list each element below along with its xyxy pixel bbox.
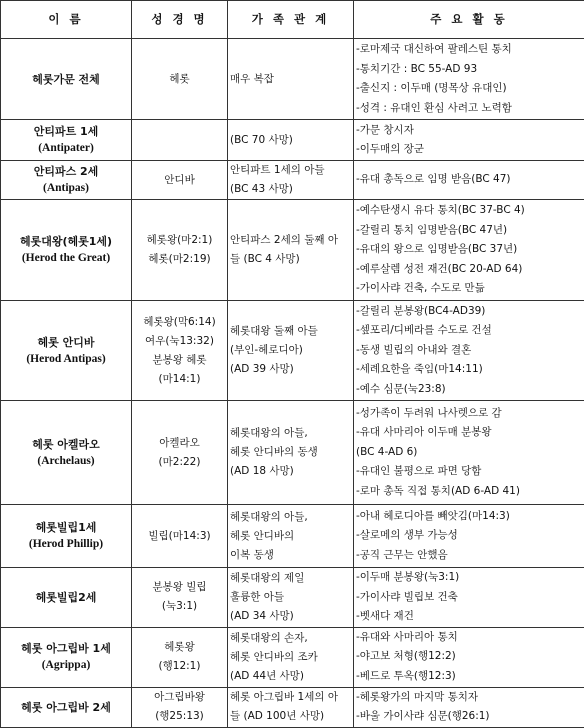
activity-line: -유대와 사마리아 통치 [356, 628, 582, 648]
activity-line: -예루살렘 성전 재건(BC 20-AD 64) [356, 260, 582, 280]
activities-cell [354, 505, 584, 568]
activity-line: -로마 총독 직접 통치(AD 6-AD 41) [356, 482, 582, 502]
family-line: (BC 43 사망) [230, 180, 351, 199]
activity-line: -출신지 : 이두매 (명목상 유대인) [356, 79, 582, 99]
person-name-cell [1, 568, 132, 628]
bible-name-cell [132, 627, 228, 687]
activity-line: -성격 : 유대인 환심 사려고 노력함 [356, 99, 582, 119]
person-name-english: (Agrippa) [3, 657, 129, 674]
bible-name-line: (행25:13) [134, 707, 225, 726]
family-cell [228, 200, 354, 301]
person-name-english: (Antipater) [3, 140, 129, 157]
person-name-cell [1, 120, 132, 161]
person-name-korean: 헤롯빌립2세 [36, 591, 97, 604]
person-name-korean: 헤롯 아켈라오 [32, 438, 100, 451]
bible-name-line: (마14:1) [134, 370, 225, 389]
bible-name-cell [132, 200, 228, 301]
bible-name-cell [132, 401, 228, 505]
activities-cell [354, 200, 584, 301]
activity-line: -로마제국 대신하여 팔레스틴 통치 [356, 40, 582, 60]
table-row [1, 568, 584, 628]
family-line: 헤롯대왕 둘째 아들 [230, 322, 351, 341]
family-line: (AD 44년 사망) [230, 667, 351, 686]
bible-name-line: (눅3:1) [134, 597, 225, 616]
activity-line: (BC 4-AD 6) [356, 443, 582, 463]
activity-line: -예수 심문(눅23:8) [356, 380, 582, 400]
family-cell [228, 627, 354, 687]
bible-name-line: 헤롯(마2:19) [134, 250, 225, 269]
table-row [1, 401, 584, 505]
family-line: (AD 18 사망) [230, 462, 351, 481]
table-header-row [1, 1, 584, 39]
family-line: (AD 34 사망) [230, 607, 351, 626]
family-line: 안티파스 2세의 둘째 아 [230, 231, 351, 250]
table-row [1, 627, 584, 687]
table-body [1, 39, 584, 728]
activity-line: -갈릴리 통치 임명받음(BC 47년) [356, 221, 582, 241]
activity-line: -바울 가이사랴 심문(행26:1) [356, 707, 582, 727]
activity-line: -가문 창시자 [356, 121, 582, 141]
activity-line: -아내 헤로디아를 빼앗김(마14:3) [356, 507, 582, 527]
family-line: 헤롯 안디바의 [230, 527, 351, 546]
person-name-cell [1, 505, 132, 568]
family-line: 이복 동생 [230, 546, 351, 565]
bible-name-line: 헤롯왕 [134, 638, 225, 657]
family-line: 헤롯 안디바의 동생 [230, 443, 351, 462]
person-name-korean: 안티파트 1세 [34, 125, 99, 138]
person-name-english: (Archelaus) [3, 453, 129, 470]
person-name-cell [1, 687, 132, 727]
activities-cell [354, 120, 584, 161]
family-cell [228, 39, 354, 120]
bible-name-cell [132, 568, 228, 628]
family-line: 헤롯 아그립바 1세의 아 [230, 688, 351, 707]
bible-name-line: 분봉왕 헤롯 [134, 351, 225, 370]
bible-name-cell [132, 39, 228, 120]
table-row [1, 505, 584, 568]
activities-cell [354, 161, 584, 200]
bible-name-line: 헤롯왕(막6:14) [134, 313, 225, 332]
activity-line: -공직 근무는 안했음 [356, 546, 582, 566]
family-line: 헤롯대왕의 제일 [230, 569, 351, 588]
person-name-cell [1, 200, 132, 301]
family-line: 헤롯대왕의 아들, [230, 508, 351, 527]
bible-name-cell [132, 120, 228, 161]
table-row [1, 161, 584, 200]
family-cell [228, 505, 354, 568]
family-line: (BC 70 사망) [230, 131, 351, 150]
bible-name-line: (행12:1) [134, 657, 225, 676]
person-name-korean: 헤롯 안디바 [38, 336, 95, 349]
bible-name-line: 헤롯왕(마2:1) [134, 231, 225, 250]
family-cell [228, 120, 354, 161]
family-cell [228, 401, 354, 505]
activity-line: -이두매 분봉왕(눅3:1) [356, 568, 582, 588]
person-name-english: (Antipas) [3, 180, 129, 197]
activity-line: -갈릴리 분봉왕(BC4-AD39) [356, 302, 582, 322]
header-activities: 주 요 활 동 [354, 1, 584, 39]
family-line: 들 (AD 100년 사망) [230, 707, 351, 726]
bible-name-cell [132, 161, 228, 200]
family-cell [228, 161, 354, 200]
activities-cell [354, 39, 584, 120]
person-name-english: (Herod Phillip) [3, 536, 129, 553]
table-row [1, 301, 584, 401]
person-name-korean: 헤롯 아그립바 1세 [21, 642, 111, 655]
family-line: 들 (BC 4 사망) [230, 250, 351, 269]
bible-name-line: 안디바 [134, 171, 225, 190]
family-cell [228, 687, 354, 727]
activity-line: -유대 사마리아 이두매 분봉왕 [356, 423, 582, 443]
bible-name-cell [132, 687, 228, 727]
activity-line: -세례요한을 죽임(마14:11) [356, 360, 582, 380]
person-name-korean: 헤롯빌립1세 [36, 521, 97, 534]
family-line: 안티파트 1세의 아들 [230, 161, 351, 180]
table-row [1, 120, 584, 161]
activity-line: -예수탄생시 유다 통치(BC 37-BC 4) [356, 201, 582, 221]
family-line: (AD 39 사망) [230, 360, 351, 379]
person-name-cell [1, 401, 132, 505]
activities-cell [354, 401, 584, 505]
person-name-cell [1, 627, 132, 687]
person-name-cell [1, 301, 132, 401]
header-family: 가 족 관 계 [228, 1, 354, 39]
table-row [1, 200, 584, 301]
activity-line: -헤롯왕가의 마지막 통치자 [356, 688, 582, 708]
activity-line: -벳새다 재건 [356, 607, 582, 627]
person-name-english: (Herod Antipas) [3, 351, 129, 368]
family-line: 훌륭한 아들 [230, 588, 351, 607]
activities-cell [354, 568, 584, 628]
bible-name-cell [132, 301, 228, 401]
activity-line: -이두매의 장군 [356, 140, 582, 160]
person-name-english: (Herod the Great) [3, 250, 129, 267]
bible-name-line: 빌립(마14:3) [134, 527, 225, 546]
bible-name-line: 아켈라오 [134, 434, 225, 453]
activity-line: -가이사랴 건축, 수도로 만듦 [356, 279, 582, 299]
activity-line: -성가족이 두려워 나사렛으로 감 [356, 404, 582, 424]
family-cell [228, 301, 354, 401]
family-line: 헤롯대왕의 아들, [230, 424, 351, 443]
family-line: (부인-헤로디아) [230, 341, 351, 360]
activity-line: -셒포리/디베라를 수도로 건설 [356, 321, 582, 341]
activity-line: -유대 총독으로 임명 받음(BC 47) [356, 170, 582, 190]
person-name-korean: 헤롯가문 전체 [32, 73, 100, 86]
person-name-korean: 안티파스 2세 [34, 165, 99, 178]
activities-cell [354, 627, 584, 687]
family-line: 헤롯 안디바의 조카 [230, 648, 351, 667]
bible-name-line: 아그립바왕 [134, 688, 225, 707]
bible-name-line: 여우(눅13:32) [134, 332, 225, 351]
bible-name-cell [132, 505, 228, 568]
family-line: 매우 복잡 [230, 70, 351, 89]
activity-line: -야고보 처형(행12:2) [356, 647, 582, 667]
activity-line: -가이사랴 빌립보 건축 [356, 588, 582, 608]
table-row [1, 39, 584, 120]
header-bible-name: 성 경 명 [132, 1, 228, 39]
family-line: 헤롯대왕의 손자, [230, 629, 351, 648]
activities-cell [354, 687, 584, 727]
bible-name-line: 헤롯 [134, 70, 225, 89]
activity-line: -베드로 투옥(행12:3) [356, 667, 582, 687]
table-row [1, 687, 584, 727]
person-name-cell [1, 161, 132, 200]
activity-line: -유대인 불평으로 파면 당함 [356, 462, 582, 482]
header-name: 이 름 [1, 1, 132, 39]
bible-name-line: 분봉왕 빌립 [134, 578, 225, 597]
family-cell [228, 568, 354, 628]
person-name-cell [1, 39, 132, 120]
person-name-korean: 헤롯 아그립바 2세 [21, 701, 111, 714]
bible-name-line: (마2:22) [134, 453, 225, 472]
person-name-korean: 헤롯대왕(헤롯1세) [20, 235, 112, 248]
activity-line: -살로메의 생부 가능성 [356, 526, 582, 546]
activities-cell [354, 301, 584, 401]
activity-line: -동생 빌립의 아내와 결혼 [356, 341, 582, 361]
activity-line: -통치기간 : BC 55-AD 93 [356, 60, 582, 80]
activity-line: -유대의 왕으로 임명받음(BC 37년) [356, 240, 582, 260]
